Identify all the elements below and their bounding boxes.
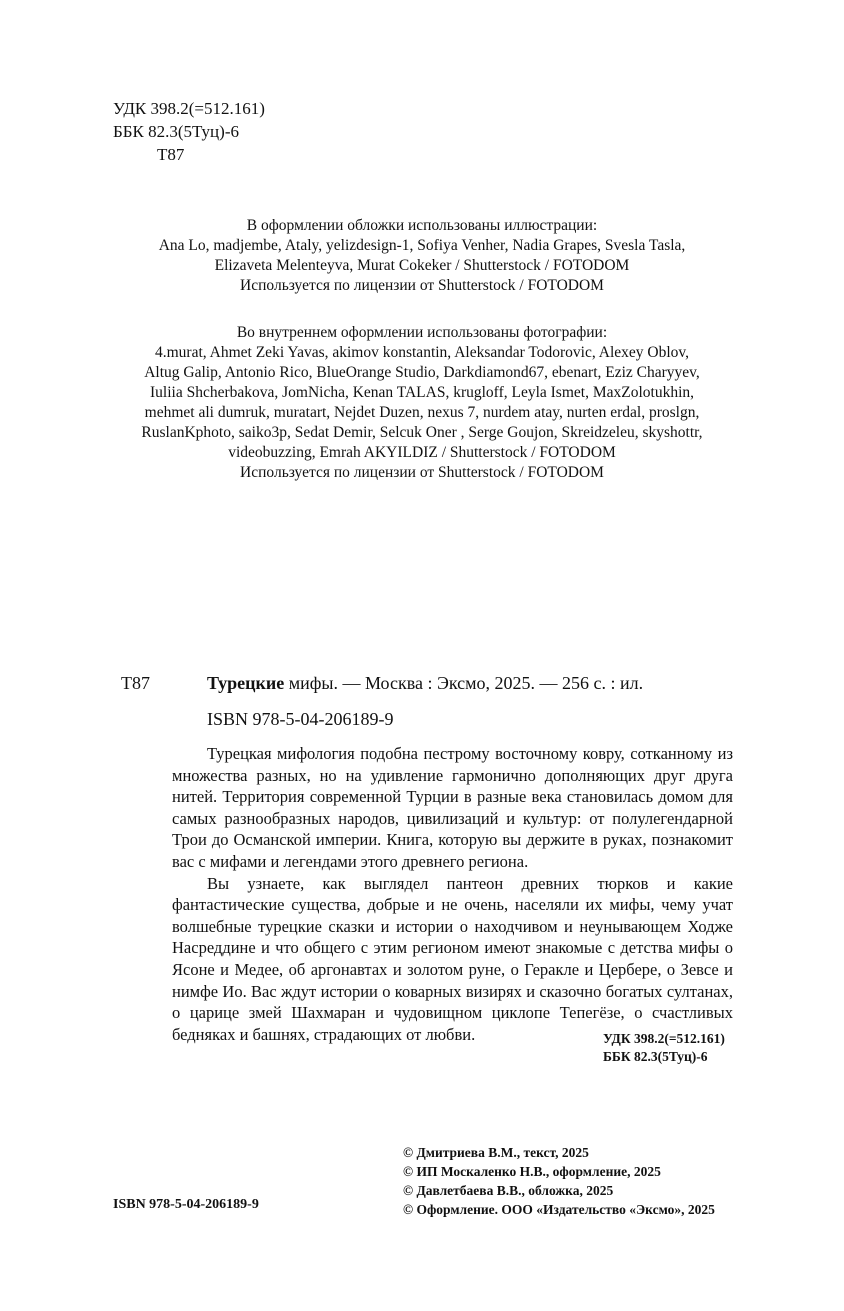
udk-code: УДК 398.2(=512.161) — [113, 99, 265, 118]
copyright-line: © Давлетбаева В.В., обложка, 2025 — [403, 1183, 614, 1198]
inner-credits-line: RuslanKphoto, saiko3p, Sedat Demir, Selcuk Oner , Serge Goujon, Skreidzeleu, skyshottr, — [141, 424, 703, 441]
inner-credits-line: Во внутреннем оформлении использованы фотографии: — [236, 324, 608, 341]
entry-author-mark: Т87 — [121, 673, 150, 693]
bbk-code: ББК 82.3(5Туц)-6 — [113, 122, 239, 141]
inner-credits-line: Iuliia Shcherbakova, JomNicha, Kenan TALAS, krugloff, Leyla Ismet, MaxZolotukhin, — [149, 384, 694, 401]
annotation-paragraph: Вы узнаете, как выглядел пантеон древних тюрков и какие фантастические существа, добрые и не очень, населяли их мифы, чему учат волшебные турецкие сказки и истории о находчивом и неунывающем Ходже Насреддине и что общего с этим регионом имеют знакомые с детства мифы о Ясоне и Медее, об аргонавтах и золотом руне, о Геракле и Цербере, о Зевсе и нимфе Ио. Вас ждут истории о коварных визирях и сказочно богатых султанах, о царице змей Шахмаран и чудовищном циклопе Тепегёзе, о счастливых бедняках и башнях, страдающих от любви. — [172, 873, 733, 1044]
entry-title-bold: Турецкие — [207, 673, 285, 693]
annotation-paragraph: Турецкая мифология подобна пестрому восточному ковру, сотканному из множества разных, но на удивление гармонично дополняющих друг друга нитей. Территория современной Турции в разные века становилась домом для самых разнообразных народов, цивилизаций и культур: от полулегендарной Трои до Османской империи. Книга, которую вы держите в руках, познакомит вас с мифами и легендами этого древнего региона. — [172, 744, 733, 871]
bbk-code-small: ББК 82.3(5Туц)-6 — [603, 1049, 708, 1064]
codes-small — [603, 1030, 725, 1066]
cover-credits-line: Используется по лицензии от Shutterstock / FOTODOM — [240, 277, 604, 294]
copyright-line: © ИП Москаленко Н.В., оформление, 2025 — [403, 1164, 661, 1179]
copyright-line: © Дмитриева В.М., текст, 2025 — [403, 1145, 589, 1160]
cover-credits-line: Elizaveta Melenteyva, Murat Cokeker / Shutterstock / FOTODOM — [214, 257, 630, 274]
bibliographic-entry — [207, 673, 643, 694]
cover-illustration-credits — [90, 216, 754, 296]
copyright-notices — [403, 1143, 715, 1219]
copyright-line: © Оформление. ООО «Издательство «Эксмо», 2025 — [403, 1202, 715, 1217]
author-mark: Т87 — [157, 145, 185, 164]
inner-credits-line: videobuzzing, Emrah AKYILDIZ / Shutterstock / FOTODOM — [228, 444, 616, 461]
entry-title-rest: мифы. — Москва : Эксмо, 2025. — 256 с. : ил. — [284, 673, 644, 693]
isbn-bottom: ISBN 978-5-04-206189-9 — [113, 1197, 259, 1212]
annotation — [172, 743, 733, 1045]
inner-credits-line: mehmet ali dumruk, muratart, Nejdet Duzen, nexus 7, nurdem atay, nurten erdal, proslgn, — [144, 404, 700, 421]
classification-codes — [113, 97, 265, 166]
inner-photo-credits — [90, 323, 754, 483]
inner-credits-line: Altug Galip, Antonio Rico, BlueOrange Studio, Darkdiamond67, ebenart, Eziz Charyyev, — [144, 364, 700, 381]
cover-credits-line: В оформлении обложки использованы иллюстрации: — [246, 217, 598, 234]
inner-credits-line: 4.murat, Ahmet Zeki Yavas, akimov konstantin, Aleksandar Todorovic, Alexey Oblov, — [154, 344, 690, 361]
inner-credits-line: Используется по лицензии от Shutterstock / FOTODOM — [240, 464, 604, 481]
cover-credits-line: Ana Lo, madjembe, Ataly, yelizdesign-1, Sofiya Venher, Nadia Grapes, Svesla Tasla, — [158, 237, 686, 254]
udk-code-small: УДК 398.2(=512.161) — [603, 1031, 725, 1046]
entry-isbn: ISBN 978-5-04-206189-9 — [207, 709, 394, 729]
